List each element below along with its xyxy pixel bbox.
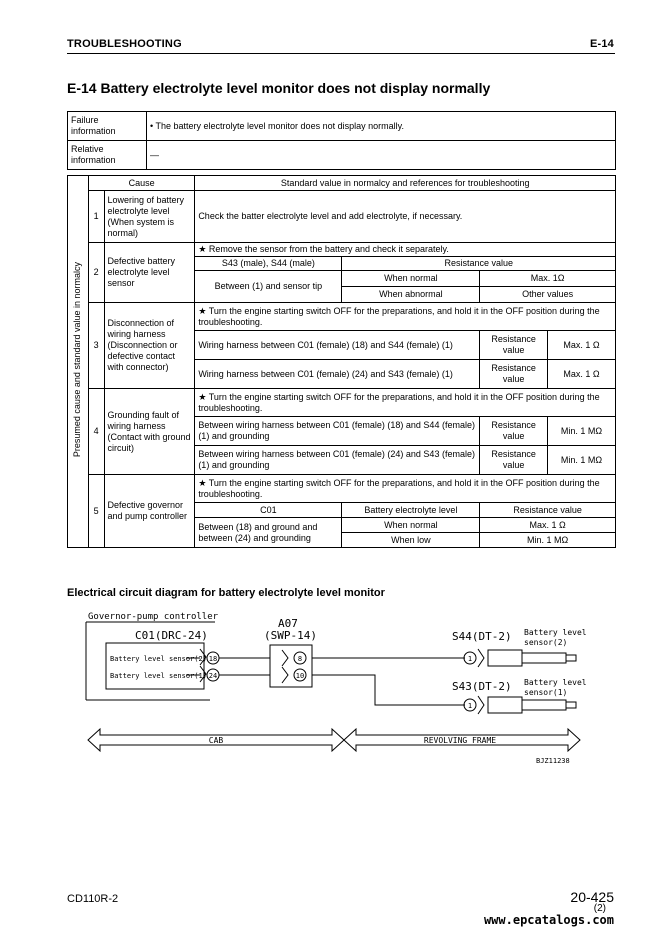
row2-between: Between (1) and sensor tip — [195, 271, 342, 303]
s43-body — [488, 697, 522, 713]
frame-label: REVOLVING FRAME — [423, 736, 497, 745]
s43-sensor-tip — [566, 702, 576, 708]
troubleshooting-table — [67, 175, 616, 548]
pin-18-label: 18 — [208, 655, 218, 663]
row1-cause: Lowering of battery electrolyte level (When system is normal) — [104, 191, 195, 243]
c01-label: C01(DRC-24) — [135, 629, 208, 642]
row4-a-value: Min. 1 MΩ — [548, 417, 616, 446]
row4-a: Between wiring harness between C01 (female) (18) and S44 (female) (1) and grounding — [195, 417, 480, 446]
footer-subpage: (2) — [593, 903, 606, 914]
side-label-cell — [68, 176, 89, 548]
row2-cause: Defective battery electrolyte level sensor — [104, 243, 195, 303]
row4-no: 4 — [88, 389, 104, 475]
row5-between: Between (18) and ground and between (24) and grounding — [195, 518, 342, 548]
row3-b: Wiring harness between C01 (female) (24) and S43 (female) (1) — [195, 360, 480, 389]
sensor1-label: Battery level sensor(1) — [110, 672, 207, 680]
row5-h2: Battery electrolyte level — [342, 503, 480, 518]
controller-label: Governor-pump controller — [88, 612, 219, 622]
s44-connector-shape — [478, 649, 484, 667]
row4-b-value: Min. 1 MΩ — [548, 446, 616, 475]
bls2-line2: sensor(2) — [524, 638, 568, 647]
s43-label: S43(DT-2) — [452, 680, 512, 693]
side-label: Presumed cause and standard value in normalcy — [72, 262, 83, 458]
row2-normal: When normal — [342, 271, 480, 287]
a07-type: (SWP-14) — [264, 629, 317, 642]
watermark-link[interactable]: www.epcatalogs.com — [483, 913, 614, 927]
row3-a: Wiring harness between C01 (female) (18) and S44 (female) (1) — [195, 331, 480, 360]
row5-normal: When normal — [342, 518, 480, 533]
row5-low: When low — [342, 533, 480, 548]
row1-no: 1 — [88, 191, 104, 243]
row2-normal-value: Max. 1Ω — [480, 271, 616, 287]
diagram-code: BJZ11238 — [536, 757, 570, 765]
row3-no: 3 — [88, 303, 104, 389]
row4-b-label: Resistance value — [480, 446, 548, 475]
failure-text: • The battery electrolyte level monitor does not display normally. — [147, 112, 616, 141]
row4-note: ★ Turn the engine starting switch OFF for the preparations, and hold it in the OFF position during the troubleshooting. — [195, 389, 616, 417]
col-standard: Standard value in normalcy and references for troubleshooting — [195, 176, 616, 191]
wire-to-s43 — [312, 675, 465, 705]
s43-pin-label: 1 — [467, 702, 473, 710]
row2-h2: Resistance value — [342, 257, 616, 271]
row2-note: ★ Remove the sensor from the battery and check it separately. — [195, 243, 616, 257]
s44-label: S44(DT-2) — [452, 630, 512, 643]
s44-pin-label: 1 — [467, 655, 473, 663]
row2-abnormal: When abnormal — [342, 287, 480, 303]
row2-abnormal-value: Other values — [480, 287, 616, 303]
bls1-line1: Battery level — [524, 678, 587, 687]
s44-sensor-tip — [566, 655, 576, 661]
diagram-title: Electrical circuit diagram for battery electrolyte level monitor — [67, 587, 385, 599]
sensor2-label: Battery level sensor(2) — [110, 655, 207, 663]
row5-note: ★ Turn the engine starting switch OFF for the preparations, and hold it in the OFF position during the troubleshooting. — [195, 475, 616, 503]
row1-text: Check the batter electrolyte level and add electrolyte, if necessary. — [195, 191, 616, 243]
row2-no: 2 — [88, 243, 104, 303]
s44-sensor-body — [522, 653, 566, 663]
col-cause: Cause — [88, 176, 194, 191]
row3-a-label: Resistance value — [480, 331, 548, 360]
a07-label: A07 — [278, 617, 298, 630]
info-table — [67, 111, 616, 170]
relative-text: — — [147, 141, 616, 170]
section-header: TROUBLESHOOTING — [67, 38, 182, 50]
row5-h3: Resistance value — [480, 503, 616, 518]
row3-cause: Disconnection of wiring harness (Disconnection or defective contact with connector) — [104, 303, 195, 389]
cab-label: CAB — [208, 736, 224, 745]
relative-label: Relative information — [68, 141, 147, 170]
row5-no: 5 — [88, 475, 104, 548]
row4-cause: Grounding fault of wiring harness (Contact with ground circuit) — [104, 389, 195, 475]
pin-10-label: 10 — [295, 672, 305, 680]
row5-low-value: Min. 1 MΩ — [480, 533, 616, 548]
s43-connector-shape — [478, 696, 484, 714]
failure-label: Failure information — [68, 112, 147, 141]
row5-h1: C01 — [195, 503, 342, 518]
row4-a-label: Resistance value — [480, 417, 548, 446]
row5-cause: Defective governor and pump controller — [104, 475, 195, 548]
header-rule — [67, 53, 615, 54]
bls2-line1: Battery level — [524, 628, 587, 637]
row3-b-value: Max. 1 Ω — [548, 360, 616, 389]
footer-model: CD110R-2 — [67, 893, 119, 905]
s44-body — [488, 650, 522, 666]
s43-sensor-body — [522, 700, 566, 710]
a07-box — [270, 645, 312, 687]
section-code: E-14 — [589, 38, 614, 50]
row4-b: Between wiring harness between C01 (female) (24) and S43 (female) (1) and grounding — [195, 446, 480, 475]
bls1-line2: sensor(1) — [524, 688, 568, 697]
a07-connector-shape — [282, 650, 288, 683]
circuit-diagram — [60, 605, 620, 770]
controller-inner-box — [106, 643, 204, 689]
page-title: E-14 Battery electrolyte level monitor does not display normally — [67, 80, 491, 96]
row3-note: ★ Turn the engine starting switch OFF for the preparations, and hold it in the OFF position during the troubleshooting. — [195, 303, 616, 331]
row3-b-label: Resistance value — [480, 360, 548, 389]
row3-a-value: Max. 1 Ω — [548, 331, 616, 360]
row2-h1: S43 (male), S44 (male) — [195, 257, 342, 271]
footer-page: 20-425 — [570, 889, 614, 905]
pin-8-label: 8 — [297, 655, 303, 663]
row5-normal-value: Max. 1 Ω — [480, 518, 616, 533]
pin-24-label: 24 — [208, 672, 218, 680]
